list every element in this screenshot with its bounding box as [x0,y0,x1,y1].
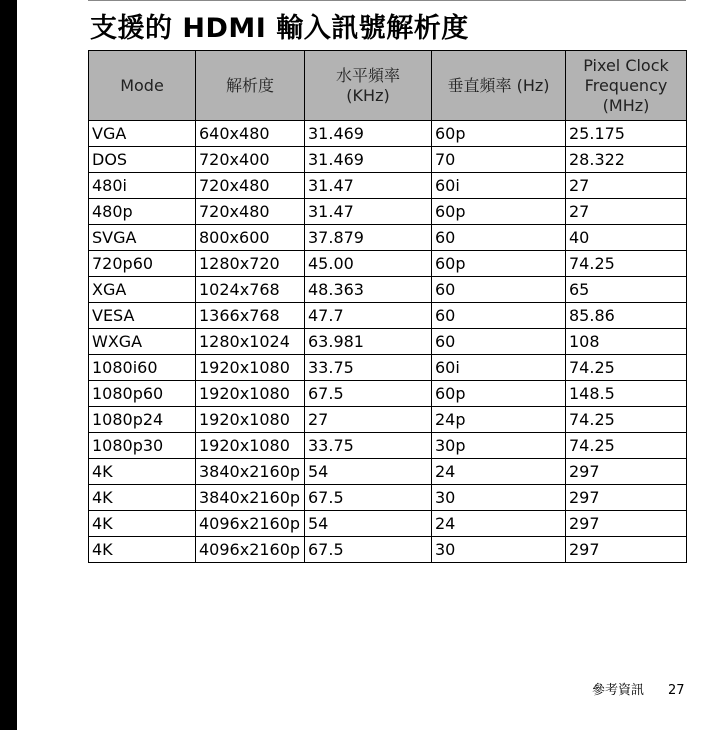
cell-horizontal-frequency: 67.5 [305,485,432,511]
table-row [89,251,687,277]
cell-horizontal-frequency: 54 [305,511,432,537]
cell-vertical-frequency: 60i [432,355,566,381]
cell-vertical-frequency: 60 [432,277,566,303]
cell-horizontal-frequency: 63.981 [305,329,432,355]
cell-resolution: 720x480 [196,173,305,199]
header-mode: Mode [89,51,196,121]
cell-vertical-frequency: 24p [432,407,566,433]
cell-pixel-clock: 27 [566,199,687,225]
table-header-row [89,51,687,121]
cell-resolution: 800x600 [196,225,305,251]
cell-vertical-frequency: 60p [432,251,566,277]
cell-vertical-frequency: 30 [432,537,566,563]
footer-section-label: 參考資訊 [592,683,645,698]
table-row [89,355,687,381]
cell-pixel-clock: 74.25 [566,251,687,277]
cell-horizontal-frequency: 45.00 [305,251,432,277]
table-row [89,407,687,433]
cell-mode: VGA [89,121,196,147]
table-row [89,173,687,199]
page-number: 27 [668,683,685,698]
cell-mode: 720p60 [89,251,196,277]
cell-vertical-frequency: 60 [432,303,566,329]
top-rule [88,0,686,1]
cell-vertical-frequency: 30 [432,485,566,511]
cell-pixel-clock: 40 [566,225,687,251]
table-row [89,199,687,225]
cell-resolution: 1280x720 [196,251,305,277]
cell-resolution: 1920x1080 [196,381,305,407]
cell-pixel-clock: 108 [566,329,687,355]
cell-horizontal-frequency: 33.75 [305,433,432,459]
cell-resolution: 1366x768 [196,303,305,329]
table-body [89,121,687,563]
cell-pixel-clock: 27 [566,173,687,199]
cell-mode: 4K [89,459,196,485]
cell-vertical-frequency: 60i [432,173,566,199]
cell-mode: 480i [89,173,196,199]
cell-mode: DOS [89,147,196,173]
cell-horizontal-frequency: 33.75 [305,355,432,381]
cell-vertical-frequency: 60p [432,121,566,147]
cell-resolution: 1920x1080 [196,433,305,459]
cell-vertical-frequency: 60 [432,225,566,251]
cell-resolution: 720x480 [196,199,305,225]
cell-vertical-frequency: 70 [432,147,566,173]
cell-pixel-clock: 65 [566,277,687,303]
cell-pixel-clock: 74.25 [566,355,687,381]
cell-horizontal-frequency: 27 [305,407,432,433]
cell-pixel-clock: 74.25 [566,433,687,459]
left-edge-bar [0,0,17,730]
cell-horizontal-frequency: 54 [305,459,432,485]
cell-mode: 1080p30 [89,433,196,459]
cell-resolution: 4096x2160p [196,511,305,537]
cell-mode: 480p [89,199,196,225]
page-title: 支援的 HDMI 輸入訊號解析度 [90,13,469,44]
cell-mode: WXGA [89,329,196,355]
cell-resolution: 1280x1024 [196,329,305,355]
cell-resolution: 1920x1080 [196,407,305,433]
hdmi-resolution-table [88,50,687,563]
cell-horizontal-frequency: 67.5 [305,381,432,407]
cell-horizontal-frequency: 31.47 [305,199,432,225]
cell-pixel-clock: 297 [566,459,687,485]
cell-mode: 4K [89,511,196,537]
table-row [89,433,687,459]
cell-pixel-clock: 297 [566,537,687,563]
cell-resolution: 1024x768 [196,277,305,303]
cell-resolution: 3840x2160p [196,459,305,485]
cell-horizontal-frequency: 31.469 [305,147,432,173]
table-row [89,147,687,173]
cell-horizontal-frequency: 67.5 [305,537,432,563]
cell-horizontal-frequency: 48.363 [305,277,432,303]
cell-mode: VESA [89,303,196,329]
cell-pixel-clock: 74.25 [566,407,687,433]
cell-vertical-frequency: 24 [432,511,566,537]
table-row [89,485,687,511]
cell-resolution: 720x400 [196,147,305,173]
table-row [89,329,687,355]
cell-mode: 4K [89,537,196,563]
header-resolution: 解析度 [196,51,305,121]
table-row [89,537,687,563]
page-footer [592,679,685,698]
header-pixel-clock: Pixel Clock Frequency (MHz) [566,51,687,121]
cell-vertical-frequency: 24 [432,459,566,485]
cell-mode: 4K [89,485,196,511]
table-row [89,225,687,251]
cell-mode: 1080p60 [89,381,196,407]
table-row [89,459,687,485]
cell-pixel-clock: 297 [566,485,687,511]
cell-resolution: 640x480 [196,121,305,147]
cell-pixel-clock: 297 [566,511,687,537]
cell-mode: SVGA [89,225,196,251]
cell-mode: 1080p24 [89,407,196,433]
table-row [89,303,687,329]
cell-resolution: 1920x1080 [196,355,305,381]
header-horizontal-frequency: 水平頻率 (KHz) [305,51,432,121]
cell-mode: 1080i60 [89,355,196,381]
cell-pixel-clock: 25.175 [566,121,687,147]
cell-resolution: 4096x2160p [196,537,305,563]
cell-pixel-clock: 148.5 [566,381,687,407]
cell-vertical-frequency: 30p [432,433,566,459]
cell-horizontal-frequency: 31.47 [305,173,432,199]
header-vertical-frequency: 垂直頻率 (Hz) [432,51,566,121]
cell-horizontal-frequency: 37.879 [305,225,432,251]
cell-resolution: 3840x2160p [196,485,305,511]
table-row [89,121,687,147]
cell-pixel-clock: 28.322 [566,147,687,173]
cell-vertical-frequency: 60p [432,199,566,225]
cell-vertical-frequency: 60 [432,329,566,355]
table-row [89,511,687,537]
table-row [89,277,687,303]
cell-vertical-frequency: 60p [432,381,566,407]
cell-horizontal-frequency: 47.7 [305,303,432,329]
cell-horizontal-frequency: 31.469 [305,121,432,147]
cell-pixel-clock: 85.86 [566,303,687,329]
cell-mode: XGA [89,277,196,303]
table-row [89,381,687,407]
